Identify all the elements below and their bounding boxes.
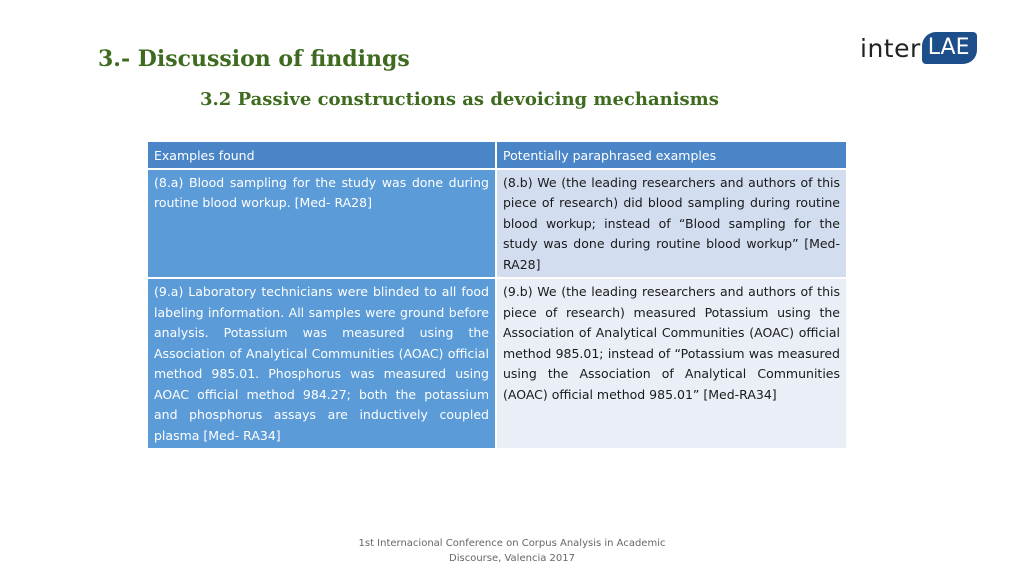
footer-line-2: Discourse, Valencia 2017	[449, 553, 575, 564]
interlae-logo	[860, 30, 977, 66]
table-header-row	[148, 142, 847, 169]
footer-line-1: 1st Internacional Conference on Corpus Analysis in Academic	[358, 538, 666, 549]
table-row	[148, 169, 847, 279]
example-found-cell: (9.a) Laboratory technicians were blinded to all food labeling information. All samples were ground before analysis. Potassium was measured using the Association of Analytical Communities (AOAC) official method 985.01. Phosphorus was measured using AOAC official method 984.27; both the potassium and phosphorus assays are inductively coupled plasma [Med- RA34]	[148, 278, 496, 449]
slide-title: 3.- Discussion of findings	[98, 46, 410, 72]
example-found-cell: (8.a) Blood sampling for the study was done during routine blood workup. [Med- RA28]	[148, 169, 496, 279]
header-examples-found: Examples found	[148, 142, 496, 169]
examples-table	[148, 142, 848, 450]
logo-text-lae: LAE	[922, 32, 978, 64]
footer-conference	[0, 536, 1024, 566]
slide-subtitle: 3.2 Passive constructions as devoicing mechanisms	[200, 89, 719, 110]
paraphrased-example-cell: (9.b) We (the leading researchers and authors of this piece of research) measured Potassium using the Association of Analytical Communities (AOAC) official method 985.01; instead of “Potassium was measured using the Association of Analytical Communities (AOAC) official method 985.01” [Med-RA34]	[496, 278, 847, 449]
paraphrased-example-cell: (8.b) We (the leading researchers and authors of this piece of research) did blood sampling during routine blood workup; instead of “Blood sampling for the study was done during routine blood workup” [Med-RA28]	[496, 169, 847, 279]
table-row	[148, 278, 847, 449]
header-paraphrased-examples: Potentially paraphrased examples	[496, 142, 847, 169]
logo-text-inter: inter	[860, 33, 921, 63]
